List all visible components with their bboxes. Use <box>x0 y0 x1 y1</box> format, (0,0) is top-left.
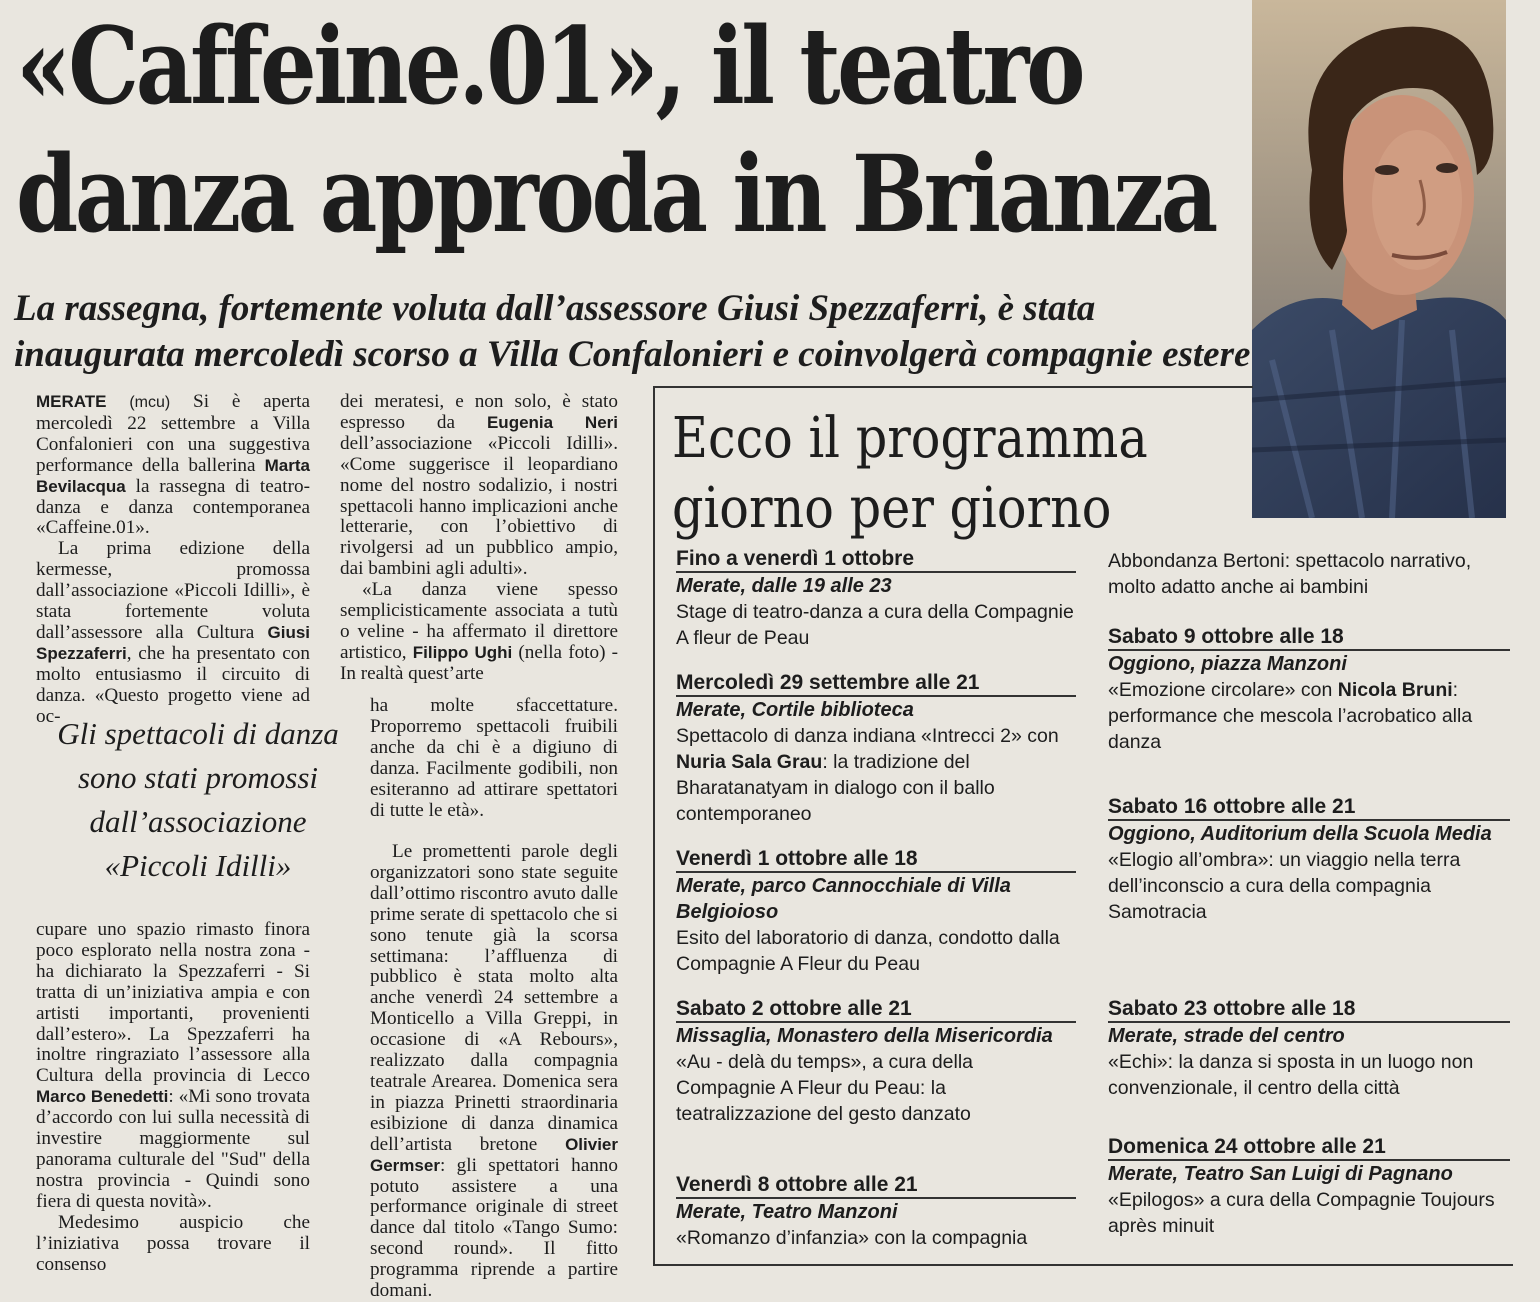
pull-quote-line: «Piccoli Idilli» <box>104 848 292 883</box>
article-text: , che ha presentato con molto entusiasmo il circuito di danza. «Questo progetto viene ad oc- <box>36 642 310 727</box>
article-text: Si è aperta mercoledì 22 settembre a Villa Confalonieri con una suggestiva performance della ballerina <box>36 391 311 476</box>
pull-quote-line: Gli spettacoli di danza <box>57 716 339 751</box>
headline <box>16 2 1216 258</box>
article-text: (nella foto) - In realtà quest’arte <box>340 641 618 684</box>
box-border-top <box>653 386 1253 388</box>
article-column-1-continued <box>36 920 310 1275</box>
pull-quote-line: dall’associazione <box>89 804 307 839</box>
event-item <box>676 546 1076 651</box>
person-name: Eugenia Neri <box>486 412 619 432</box>
event-date: Venerdì 8 ottobre alle 21 <box>676 1172 1076 1199</box>
event-date: Sabato 9 ottobre alle 18 <box>1108 624 1510 651</box>
event-date: Sabato 16 ottobre alle 21 <box>1108 794 1510 821</box>
article-text: : «Mi sono trovata d’accordo con lui sulla necessità di investire maggiormente sul panorama culturale del "Sud" della nostra provincia - Quindi sono fiera di questa novità». <box>36 1086 311 1212</box>
article-paragraph <box>370 842 618 1302</box>
article-paragraph <box>370 696 618 821</box>
article-paragraph <box>340 580 618 685</box>
article-column-1 <box>36 392 310 728</box>
event-text: «Emozione circolare» con <box>1108 679 1333 701</box>
subheadline-line-2: inaugurata mercoledì scorso a Villa Confalonieri e coinvolgerà compagnie estere <box>14 334 1251 375</box>
event-description <box>676 723 1076 827</box>
person-name: Giusi Spezzaferri <box>36 622 311 663</box>
event-description: Esito del laboratorio di danza, condotto dalla Compagnie A Fleur du Peau <box>676 927 1060 975</box>
event-description: «Romanzo d’infanzia» con la compagnia <box>676 1227 1028 1249</box>
event-date: Domenica 24 ottobre alle 21 <box>1108 1134 1510 1161</box>
article-column-2-lower <box>370 842 618 1302</box>
portrait-photo <box>1252 0 1506 518</box>
person-name: Marta Bevilacqua <box>36 455 310 496</box>
event-text: : la tradizione del Bharatanatyam in dialogo con il ballo contemporaneo <box>676 751 995 825</box>
event-place: Merate, strade del centro <box>1108 1025 1345 1047</box>
dateline: MERATE <box>36 392 107 411</box>
article-text: : gli spettatori hanno potuto assistere a una performance originale di street dance dal titolo «Tango Sumo: second round». Il fitto programma riprende a partire domani. <box>370 1154 618 1302</box>
program-title-line: giorno per giorno <box>672 476 1112 541</box>
event-item <box>676 996 1076 1127</box>
person-name: Filippo Ughi <box>412 642 513 662</box>
event-text: : performance che mescola l’acrobatico alla danza <box>1108 679 1473 753</box>
article-text: dell’associazione «Piccoli Idilli». «Come suggerisce il leopardiano nome del nostro sodalizio, i nostri spettacoli hanno implicazioni anche letterarie, con l’obiettivo di rivolgersi ad un pubblico ampio, dai bambini agli adulti». <box>340 432 618 580</box>
event-place: Oggiono, piazza Manzoni <box>1108 653 1347 675</box>
event-place: Oggiono, Auditorium della Scuola Media <box>1108 823 1492 845</box>
performer-name: Nuria Sala Grau <box>676 751 823 773</box>
article-text: ha molte sfaccettature. Proporremo spettacoli fruibili anche da chi è a digiuno di danza. Facilmente godibili, non esiteranno ad attirare spettatori di tutte le età». <box>370 695 618 821</box>
article-text: «La danza viene spesso semplicisticamente associata a tutù o veline - ha affermato il direttore artistico, <box>340 579 618 663</box>
event-description: «Au - delà du temps», a cura della Compagnie A Fleur du Peau: la teatralizzazione del gesto danzato <box>676 1051 974 1125</box>
person-name: Olivier Germser <box>370 1134 618 1175</box>
event-place: Merate, Teatro Manzoni <box>676 1201 898 1223</box>
event-text: Spettacolo di danza indiana «Intrecci 2» con <box>676 725 1059 747</box>
article-text: cupare uno spazio rimasto finora poco esplorato nella nostra zona - ha dichiarato la Spezzaferri - Si tratta di un’iniziativa ampia e con artisti importanti, provenienti dall’estero». La Spezzaferri ha inoltre ringraziato l’assessore alla Cultura della provincia di Lecco <box>36 919 310 1087</box>
event-item <box>1108 996 1510 1101</box>
event-description: «Epilogos» a cura della Compagnie Toujours après minuit <box>1108 1189 1495 1237</box>
article-column-2 <box>340 392 618 685</box>
article-text: Medesimo auspicio che l’iniziativa possa trovare il consenso <box>36 1211 310 1275</box>
event-description: Stage di teatro-danza a cura della Compagnie A fleur de Peau <box>676 601 1074 649</box>
article-paragraph <box>36 920 310 1213</box>
event-item <box>1108 1134 1510 1239</box>
event-item <box>676 846 1076 977</box>
article-paragraph <box>36 539 310 727</box>
box-border-left <box>653 386 655 1266</box>
article-text: dei meratesi, e non solo, è stato espresso da <box>340 391 618 433</box>
box-border-bottom <box>653 1264 1513 1266</box>
headline-line-2: danza approda in Brianza <box>16 131 1216 256</box>
article-paragraph <box>340 392 618 580</box>
event-description: Abbondanza Bertoni: spettacolo narrativo, molto adatto anche ai bambini <box>1108 550 1472 598</box>
event-item <box>676 670 1076 827</box>
article-text: La prima edizione della kermesse, promossa dall’associazione «Piccoli Idilli», è stata fortemente voluta dall’assessore alla Cultura <box>36 538 310 643</box>
article-text: la rassegna di teatro-danza e danza contemporanea «Caffeine.01». <box>36 475 311 539</box>
article-paragraph <box>36 1213 310 1276</box>
event-date: Venerdì 1 ottobre alle 18 <box>676 846 1076 873</box>
event-place: Merate, Teatro San Luigi di Pagnano <box>1108 1163 1453 1185</box>
event-date: Sabato 23 ottobre alle 18 <box>1108 996 1510 1023</box>
event-item <box>676 1172 1076 1251</box>
event-item-continued <box>1108 548 1510 600</box>
subheadline <box>14 286 1254 378</box>
event-date: Sabato 2 ottobre alle 21 <box>676 996 1076 1023</box>
headline-line-1: «Caffeine.01», il teatro <box>16 3 1083 128</box>
event-place: Merate, Cortile biblioteca <box>676 699 914 721</box>
event-description <box>1108 677 1510 755</box>
event-place: Merate, dalle 19 alle 23 <box>676 575 892 597</box>
event-item <box>1108 624 1510 755</box>
event-item <box>1108 794 1510 925</box>
pull-quote-line: sono stati promossi <box>77 760 318 795</box>
event-place: Missaglia, Monastero della Misericordia <box>676 1025 1053 1047</box>
article-column-2-wrap <box>370 696 618 821</box>
event-description: «Elogio all’ombra»: un viaggio nella terra dell’inconscio a cura della compagnia Samotracia <box>1108 849 1461 923</box>
person-name: Marco Benedetti <box>36 1087 169 1107</box>
portrait-illustration <box>1252 0 1506 518</box>
subheadline-line-1: La rassegna, fortemente voluta dall’assessore Giusi Spezzaferri, è stata <box>14 288 1096 329</box>
event-date: Fino a venerdì 1 ottobre <box>676 546 1076 573</box>
event-place: Merate, parco Cannocchiale di Villa Belgioioso <box>676 875 1011 923</box>
article-paragraph <box>36 392 310 539</box>
program-title <box>672 404 1182 544</box>
event-date: Mercoledì 29 settembre alle 21 <box>676 670 1076 697</box>
program-title-line: Ecco il programma <box>672 406 1148 471</box>
event-description: «Echi»: la danza si sposta in un luogo non convenzionale, il centro della città <box>1108 1051 1474 1099</box>
author-initials: (mcu) <box>129 394 171 411</box>
pull-quote <box>28 712 368 888</box>
article-text: Le promettenti parole degli organizzatori sono state seguite dall’ottimo riscontro avuto dalle prime serate di spettacolo che si sono tenute già la scorsa settimana: l’affluenza di pubblico è stata molto alta anche venerdì 24 settembre a Monticello a Villa Greppi, in occasione di «A Rebours», realizzato dalla compagnia teatrale Arearea. Domenica sera in piazza Prinetti straordinaria esibizione di danza dinamica dell’artista bretone <box>370 841 618 1155</box>
performer-name: Nicola Bruni <box>1337 679 1453 701</box>
